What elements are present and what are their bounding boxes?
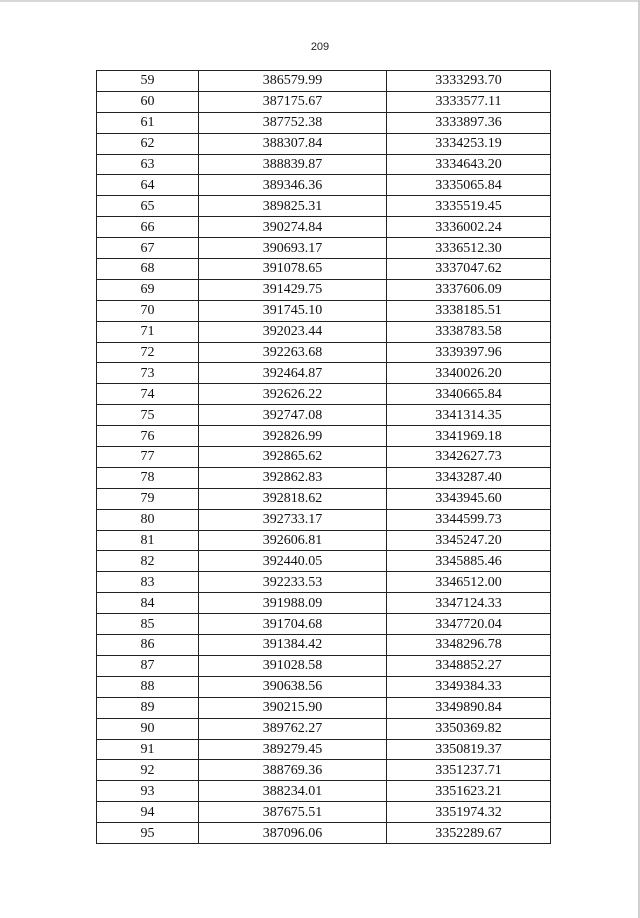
x-coordinate-cell: 389346.36 — [199, 175, 387, 196]
y-coordinate-cell: 3338783.58 — [387, 321, 551, 342]
x-coordinate-cell: 386579.99 — [199, 71, 387, 92]
point-index-cell: 93 — [97, 781, 199, 802]
table-row — [97, 405, 551, 426]
x-coordinate-cell: 392865.62 — [199, 447, 387, 468]
y-coordinate-cell: 3345247.20 — [387, 530, 551, 551]
x-coordinate-cell: 390274.84 — [199, 217, 387, 238]
y-coordinate-cell: 3338185.51 — [387, 300, 551, 321]
table-row — [97, 614, 551, 635]
y-coordinate-cell: 3341314.35 — [387, 405, 551, 426]
table-row — [97, 467, 551, 488]
y-coordinate-cell: 3352289.67 — [387, 823, 551, 844]
x-coordinate-cell: 391704.68 — [199, 614, 387, 635]
point-index-cell: 59 — [97, 71, 199, 92]
x-coordinate-cell: 390693.17 — [199, 238, 387, 259]
y-coordinate-cell: 3336002.24 — [387, 217, 551, 238]
point-index-cell: 68 — [97, 259, 199, 280]
point-index-cell: 82 — [97, 551, 199, 572]
y-coordinate-cell: 3349384.33 — [387, 676, 551, 697]
y-coordinate-cell: 3335065.84 — [387, 175, 551, 196]
point-index-cell: 90 — [97, 718, 199, 739]
table-row — [97, 259, 551, 280]
coordinate-table-body — [97, 71, 551, 844]
x-coordinate-cell: 392023.44 — [199, 321, 387, 342]
table-row — [97, 112, 551, 133]
y-coordinate-cell: 3337047.62 — [387, 259, 551, 280]
table-row — [97, 551, 551, 572]
page-number: 209 — [310, 41, 330, 53]
x-coordinate-cell: 389762.27 — [199, 718, 387, 739]
y-coordinate-cell: 3335519.45 — [387, 196, 551, 217]
x-coordinate-cell: 392862.83 — [199, 467, 387, 488]
table-row — [97, 71, 551, 92]
x-coordinate-cell: 390638.56 — [199, 676, 387, 697]
table-row — [97, 760, 551, 781]
x-coordinate-cell: 389279.45 — [199, 739, 387, 760]
table-row — [97, 384, 551, 405]
table-row — [97, 321, 551, 342]
point-index-cell: 89 — [97, 697, 199, 718]
y-coordinate-cell: 3349890.84 — [387, 697, 551, 718]
x-coordinate-cell: 392826.99 — [199, 426, 387, 447]
y-coordinate-cell: 3351237.71 — [387, 760, 551, 781]
x-coordinate-cell: 392233.53 — [199, 572, 387, 593]
x-coordinate-cell: 387752.38 — [199, 112, 387, 133]
x-coordinate-cell: 392818.62 — [199, 488, 387, 509]
table-row — [97, 823, 551, 844]
x-coordinate-cell: 392263.68 — [199, 342, 387, 363]
y-coordinate-cell: 3334253.19 — [387, 133, 551, 154]
point-index-cell: 81 — [97, 530, 199, 551]
x-coordinate-cell: 391988.09 — [199, 593, 387, 614]
point-index-cell: 63 — [97, 154, 199, 175]
x-coordinate-cell: 391429.75 — [199, 279, 387, 300]
x-coordinate-cell: 391745.10 — [199, 300, 387, 321]
table-row — [97, 426, 551, 447]
x-coordinate-cell: 389825.31 — [199, 196, 387, 217]
table-row — [97, 530, 551, 551]
point-index-cell: 84 — [97, 593, 199, 614]
y-coordinate-cell: 3340026.20 — [387, 363, 551, 384]
table-row — [97, 133, 551, 154]
y-coordinate-cell: 3351974.32 — [387, 802, 551, 823]
table-row — [97, 175, 551, 196]
point-index-cell: 64 — [97, 175, 199, 196]
x-coordinate-cell: 387675.51 — [199, 802, 387, 823]
point-index-cell: 69 — [97, 279, 199, 300]
x-coordinate-cell: 392747.08 — [199, 405, 387, 426]
y-coordinate-cell: 3346512.00 — [387, 572, 551, 593]
point-index-cell: 88 — [97, 676, 199, 697]
table-row — [97, 196, 551, 217]
x-coordinate-cell: 388234.01 — [199, 781, 387, 802]
table-row — [97, 572, 551, 593]
y-coordinate-cell: 3351623.21 — [387, 781, 551, 802]
table-row — [97, 781, 551, 802]
x-coordinate-cell: 388307.84 — [199, 133, 387, 154]
y-coordinate-cell: 3340665.84 — [387, 384, 551, 405]
y-coordinate-cell: 3344599.73 — [387, 509, 551, 530]
table-row — [97, 300, 551, 321]
point-index-cell: 75 — [97, 405, 199, 426]
y-coordinate-cell: 3333897.36 — [387, 112, 551, 133]
x-coordinate-cell: 388839.87 — [199, 154, 387, 175]
y-coordinate-cell: 3348852.27 — [387, 655, 551, 676]
y-coordinate-cell: 3348296.78 — [387, 635, 551, 656]
y-coordinate-cell: 3339397.96 — [387, 342, 551, 363]
table-row — [97, 509, 551, 530]
y-coordinate-cell: 3341969.18 — [387, 426, 551, 447]
table-row — [97, 91, 551, 112]
table-row — [97, 154, 551, 175]
table-row — [97, 593, 551, 614]
point-index-cell: 94 — [97, 802, 199, 823]
table-row — [97, 635, 551, 656]
table-row — [97, 655, 551, 676]
y-coordinate-cell: 3337606.09 — [387, 279, 551, 300]
x-coordinate-cell: 391028.58 — [199, 655, 387, 676]
y-coordinate-cell: 3342627.73 — [387, 447, 551, 468]
y-coordinate-cell: 3350819.37 — [387, 739, 551, 760]
x-coordinate-cell: 388769.36 — [199, 760, 387, 781]
y-coordinate-cell: 3343945.60 — [387, 488, 551, 509]
x-coordinate-cell: 392606.81 — [199, 530, 387, 551]
x-coordinate-cell: 391078.65 — [199, 259, 387, 280]
y-coordinate-cell: 3350369.82 — [387, 718, 551, 739]
point-index-cell: 92 — [97, 760, 199, 781]
y-coordinate-cell: 3333577.11 — [387, 91, 551, 112]
y-coordinate-cell: 3333293.70 — [387, 71, 551, 92]
point-index-cell: 70 — [97, 300, 199, 321]
point-index-cell: 95 — [97, 823, 199, 844]
x-coordinate-cell: 392440.05 — [199, 551, 387, 572]
point-index-cell: 85 — [97, 614, 199, 635]
point-index-cell: 60 — [97, 91, 199, 112]
y-coordinate-cell: 3336512.30 — [387, 238, 551, 259]
point-index-cell: 62 — [97, 133, 199, 154]
point-index-cell: 87 — [97, 655, 199, 676]
point-index-cell: 72 — [97, 342, 199, 363]
point-index-cell: 65 — [97, 196, 199, 217]
point-index-cell: 80 — [97, 509, 199, 530]
point-index-cell: 67 — [97, 238, 199, 259]
x-coordinate-cell: 391384.42 — [199, 635, 387, 656]
point-index-cell: 91 — [97, 739, 199, 760]
x-coordinate-cell: 392733.17 — [199, 509, 387, 530]
point-index-cell: 86 — [97, 635, 199, 656]
coordinate-table — [96, 70, 551, 844]
table-row — [97, 217, 551, 238]
point-index-cell: 71 — [97, 321, 199, 342]
x-coordinate-cell: 387096.06 — [199, 823, 387, 844]
x-coordinate-cell: 387175.67 — [199, 91, 387, 112]
point-index-cell: 83 — [97, 572, 199, 593]
table-row — [97, 697, 551, 718]
table-row — [97, 238, 551, 259]
point-index-cell: 76 — [97, 426, 199, 447]
table-row — [97, 447, 551, 468]
table-row — [97, 488, 551, 509]
y-coordinate-cell: 3347720.04 — [387, 614, 551, 635]
scan-edge-top — [0, 0, 640, 2]
table-row — [97, 739, 551, 760]
y-coordinate-cell: 3334643.20 — [387, 154, 551, 175]
point-index-cell: 78 — [97, 467, 199, 488]
point-index-cell: 74 — [97, 384, 199, 405]
x-coordinate-cell: 390215.90 — [199, 697, 387, 718]
y-coordinate-cell: 3343287.40 — [387, 467, 551, 488]
point-index-cell: 77 — [97, 447, 199, 468]
point-index-cell: 66 — [97, 217, 199, 238]
table-row — [97, 279, 551, 300]
y-coordinate-cell: 3347124.33 — [387, 593, 551, 614]
table-row — [97, 718, 551, 739]
point-index-cell: 73 — [97, 363, 199, 384]
table-row — [97, 363, 551, 384]
point-index-cell: 61 — [97, 112, 199, 133]
x-coordinate-cell: 392464.87 — [199, 363, 387, 384]
y-coordinate-cell: 3345885.46 — [387, 551, 551, 572]
x-coordinate-cell: 392626.22 — [199, 384, 387, 405]
table-row — [97, 676, 551, 697]
point-index-cell: 79 — [97, 488, 199, 509]
table-row — [97, 342, 551, 363]
table-row — [97, 802, 551, 823]
